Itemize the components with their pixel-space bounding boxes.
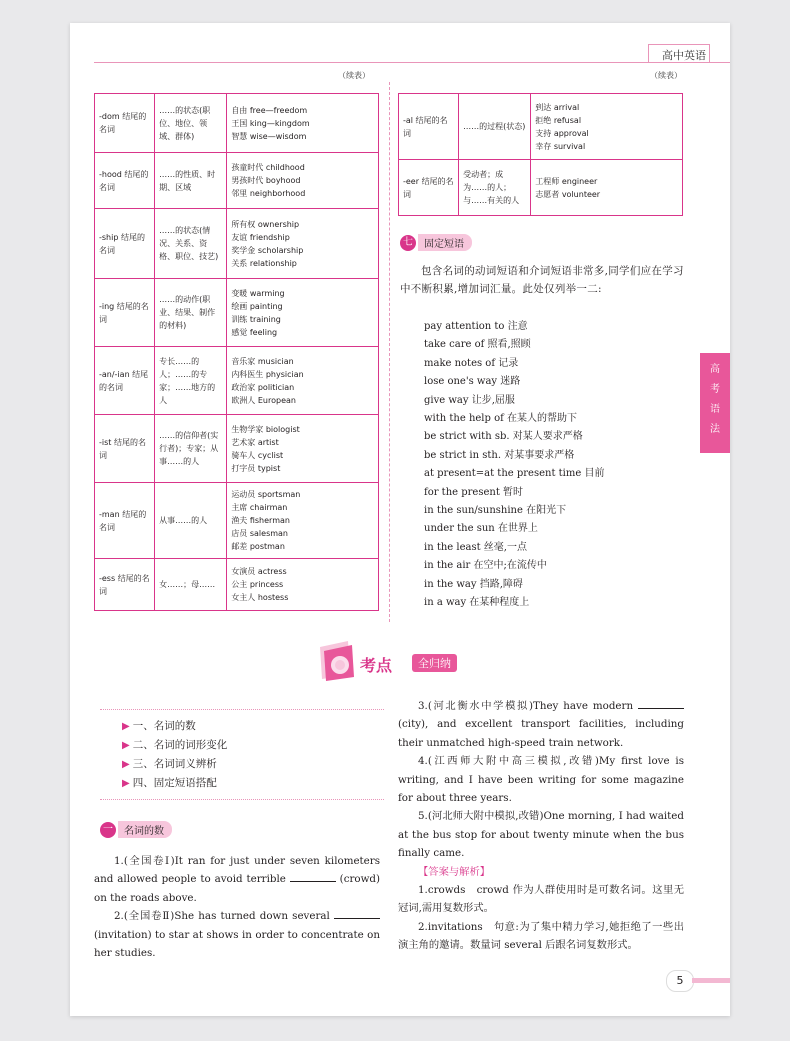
meaning-cell: 受动者；成为……的人；与……有关的人 [459,160,531,216]
examples-cell [531,94,683,160]
example-word: 女演员 actress [231,567,287,576]
triangle-bullet-icon: ▶ [122,721,130,732]
phrase-item: pay attention to 注意 [424,321,528,332]
phrase-item: at present=at the present time 目前 [424,468,605,480]
suffix-cell: -ship 结尾的名词 [95,209,155,279]
example-word: 工程师 engineer [535,176,598,186]
section-one-label: 名词的数 [118,821,172,838]
examples-cell [227,279,379,347]
answer-explanation: 2.invitations 句意:为了集中精力学习,她拒绝了一些出演主角的邀请。数量词 several 后跟名词复数形式。 [398,920,684,952]
continued-label-left: （续表） [338,71,370,80]
topic-item [122,717,227,736]
example-word: 渔夫 fisherman [231,516,290,525]
answer-blank[interactable] [334,908,380,919]
phrase-item: under the sun 在世界上 [424,523,538,535]
examples-cell [227,209,379,279]
section-seven-tag [400,234,472,251]
example-word: 邮差 postman [231,542,285,551]
phrase-item: be strict with sb. 对某人要求严格 [424,431,583,443]
toc-top-rule [100,709,384,710]
answer-blank[interactable] [290,871,336,882]
exercise-block-left [94,852,380,962]
column-divider [389,82,390,622]
suffix-row [95,483,379,559]
suffix-table-right [398,93,683,216]
topic-item [122,755,227,774]
suffix-cell: -an/-ian 结尾的名词 [95,347,155,415]
phrase-item: for the present 暂时 [424,486,524,498]
example-word: 支持 approval [535,128,589,138]
phrase-item: lose one's way 迷路 [424,376,521,388]
suffix-row [95,209,379,279]
phrase-item: in the least 丝毫,一点 [424,541,527,553]
example-word: 男孩时代 boyhood [231,176,301,185]
topic-item [122,736,227,755]
example-word: 幸存 survival [535,141,586,151]
example-word: 公主 princess [231,580,284,589]
suffix-cell: -ess 结尾的名词 [95,559,155,611]
example-word: 拒绝 refusal [535,115,582,125]
suffix-row [95,347,379,415]
example-word: 关系 relationship [231,258,297,268]
example-word: 绘画 painting [231,301,283,311]
exercise-item [398,697,684,752]
exercise-text: (invitation) to star at shows in order to concentrate on her studies. [94,928,380,960]
example-word: 艺术家 artist [231,437,279,447]
exercise-text: 2.(全国卷Ⅱ)She has turned down several [114,910,330,923]
example-word: 孩童时代 childhood [231,163,305,172]
example-word: 自由 free—freedom [231,105,308,115]
section-seven-intro: 包含名词的动词短语和介词短语非常多,同学们应在学习中不断积累,增加词汇量。此处仅列举一二: [400,265,684,295]
suffix-cell: -eer 结尾的名词 [399,160,459,216]
meaning-cell: ……的性质、时期、区域 [155,153,227,209]
meaning-cell: 从事……的人 [155,483,227,559]
example-word: 奖学金 scholarship [231,245,304,255]
meaning-cell: ……的信仰者(实行者)；专家；从事……的人 [155,415,227,483]
section-seven-label: 固定短语 [418,234,472,251]
example-word: 志愿者 volunteer [535,189,601,199]
phrase-item: take care of 照看,照顾 [424,339,531,351]
example-word: 打字员 typist [231,463,281,473]
examples-cell [227,483,379,559]
suffix-row [95,153,379,209]
exercise-text: (crowd) on the roads above. [94,873,380,904]
side-tab-char: 考 [710,384,720,395]
suffix-row [95,559,379,611]
phrase-item: be strict in sth. 对某事要求严格 [424,449,575,461]
section-seven-number: 七 [400,235,416,251]
suffix-table-left [94,93,379,611]
example-word: 女主人 hostess [231,593,289,602]
example-word: 邻里 neighborhood [231,189,306,198]
topic-label: 二、名词的词形变化 [132,739,228,751]
answer-blank[interactable] [638,698,684,709]
topic-item [122,774,227,793]
page-number: 5 [666,970,694,992]
example-word: 友谊 friendship [231,232,290,242]
suffix-row [95,94,379,153]
suffix-cell: -ing 结尾的名词 [95,279,155,347]
phrase-item: in the air 在空中;在流传中 [424,560,547,572]
suffix-cell: -man 结尾的名词 [95,483,155,559]
example-word: 生物学家 biologist [231,424,300,434]
continued-label-right: （续表） [650,71,682,80]
phrase-item: with the help of 在某人的帮助下 [424,413,577,425]
phrase-item: make notes of 记录 [424,357,519,369]
meaning-cell: ……的动作(职业、结果、制作的材料) [155,279,227,347]
meaning-cell: 女……；母…… [155,559,227,611]
phrase-item: in the way 挡路,障碍 [424,578,523,590]
meaning-cell: ……的状态(职位、地位、领域、群体) [155,94,227,153]
answers-heading: 【答案与解析】 [418,865,491,878]
meaning-cell: ……的过程(状态) [459,94,531,160]
phrase-list [424,318,604,613]
triangle-bullet-icon: ▶ [122,759,130,770]
examples-cell [531,160,683,216]
side-tab-char: 法 [710,424,720,435]
exercise-text: 3.(河北衡水中学模拟)They have modern [418,700,634,712]
example-word: 王国 king—kingdom [231,118,310,128]
example-word: 智慧 wise—wisdom [231,131,307,141]
banner-title: 考点 [360,656,393,675]
examples-cell [227,153,379,209]
meaning-cell: 专长……的人；……的专家；……地方的人 [155,347,227,415]
section-one-tag [100,821,172,838]
suffix-row [95,279,379,347]
suffix-row [399,160,683,216]
exercise-text: 1.(全国卷Ⅰ)It ran for just under seven kilometers and allowed people to avoid terrible [94,855,380,886]
suffix-cell: -dom 结尾的名词 [95,94,155,153]
examples-cell [227,347,379,415]
book-page [70,23,730,1016]
side-tab-char: 高 [710,364,720,375]
exercise-block-right [398,697,684,955]
example-word: 变暖 warming [231,288,285,298]
section-one-number: 一 [100,822,116,838]
example-word: 主席 chairman [231,503,288,512]
examples-cell [227,415,379,483]
suffix-row [95,415,379,483]
topic-label: 四、固定短语搭配 [132,777,217,789]
example-word: 所有权 ownership [231,219,300,229]
meaning-cell: ……的状态(情况、关系、资格、职位、技艺) [155,209,227,279]
topic-label: 三、名词词义辨析 [132,758,217,770]
example-word: 到达 arrival [535,102,580,112]
phrase-item: in a way 在某种程度上 [424,597,530,609]
answer-explanation: 1.crowds crowd 作为人群使用时是可数名词。这里无冠词,需用复数形式。 [398,884,684,915]
page-header-title: 高中英语 [662,49,706,62]
exercise-item [94,907,380,962]
topic-list [122,717,227,793]
exercise-item: 4.(江西师大附中高三模拟,改错)My first love is writing, and I have been writing for some magazine for about three years. [398,755,684,805]
topic-label: 一、名词的数 [132,720,196,732]
example-word: 运动员 sportsman [231,490,301,499]
phrase-item: give way 让步,屈服 [424,394,515,406]
example-word: 骑车人 cyclist [231,450,284,460]
suffix-row [399,94,683,160]
phrase-item: in the sun/sunshine 在阳光下 [424,505,567,517]
example-word: 训练 training [231,314,281,324]
suffix-cell: -ist 结尾的名词 [95,415,155,483]
exercise-item [94,852,380,907]
example-word: 店员 salesman [231,529,289,538]
example-word: 音乐家 musician [231,356,294,366]
side-tab-grammar [700,353,730,453]
suffix-cell: -al 结尾的名词 [399,94,459,160]
example-word: 政治家 politician [231,382,295,392]
page-number-bar [692,978,730,983]
triangle-bullet-icon: ▶ [122,778,130,789]
examples-cell [227,94,379,153]
examples-cell [227,559,379,611]
header-rule [94,62,730,63]
example-word: 欧洲人 European [231,395,296,405]
banner-chip: 全归纳 [412,654,457,672]
exercise-item: 5.(河北师大附中模拟,改错)One morning, I had waited at the bus stop for about twenty minute when the bus finally came. [398,810,684,860]
suffix-cell: -hood 结尾的名词 [95,153,155,209]
example-word: 内科医生 physician [231,369,304,379]
toc-bottom-rule [100,799,384,800]
side-tab-char: 语 [710,404,720,415]
triangle-bullet-icon: ▶ [122,740,130,751]
exercise-text: (city), and excellent transport facilities, including their unmatched high-speed train network. [398,718,684,749]
example-word: 感觉 feeling [231,327,278,337]
